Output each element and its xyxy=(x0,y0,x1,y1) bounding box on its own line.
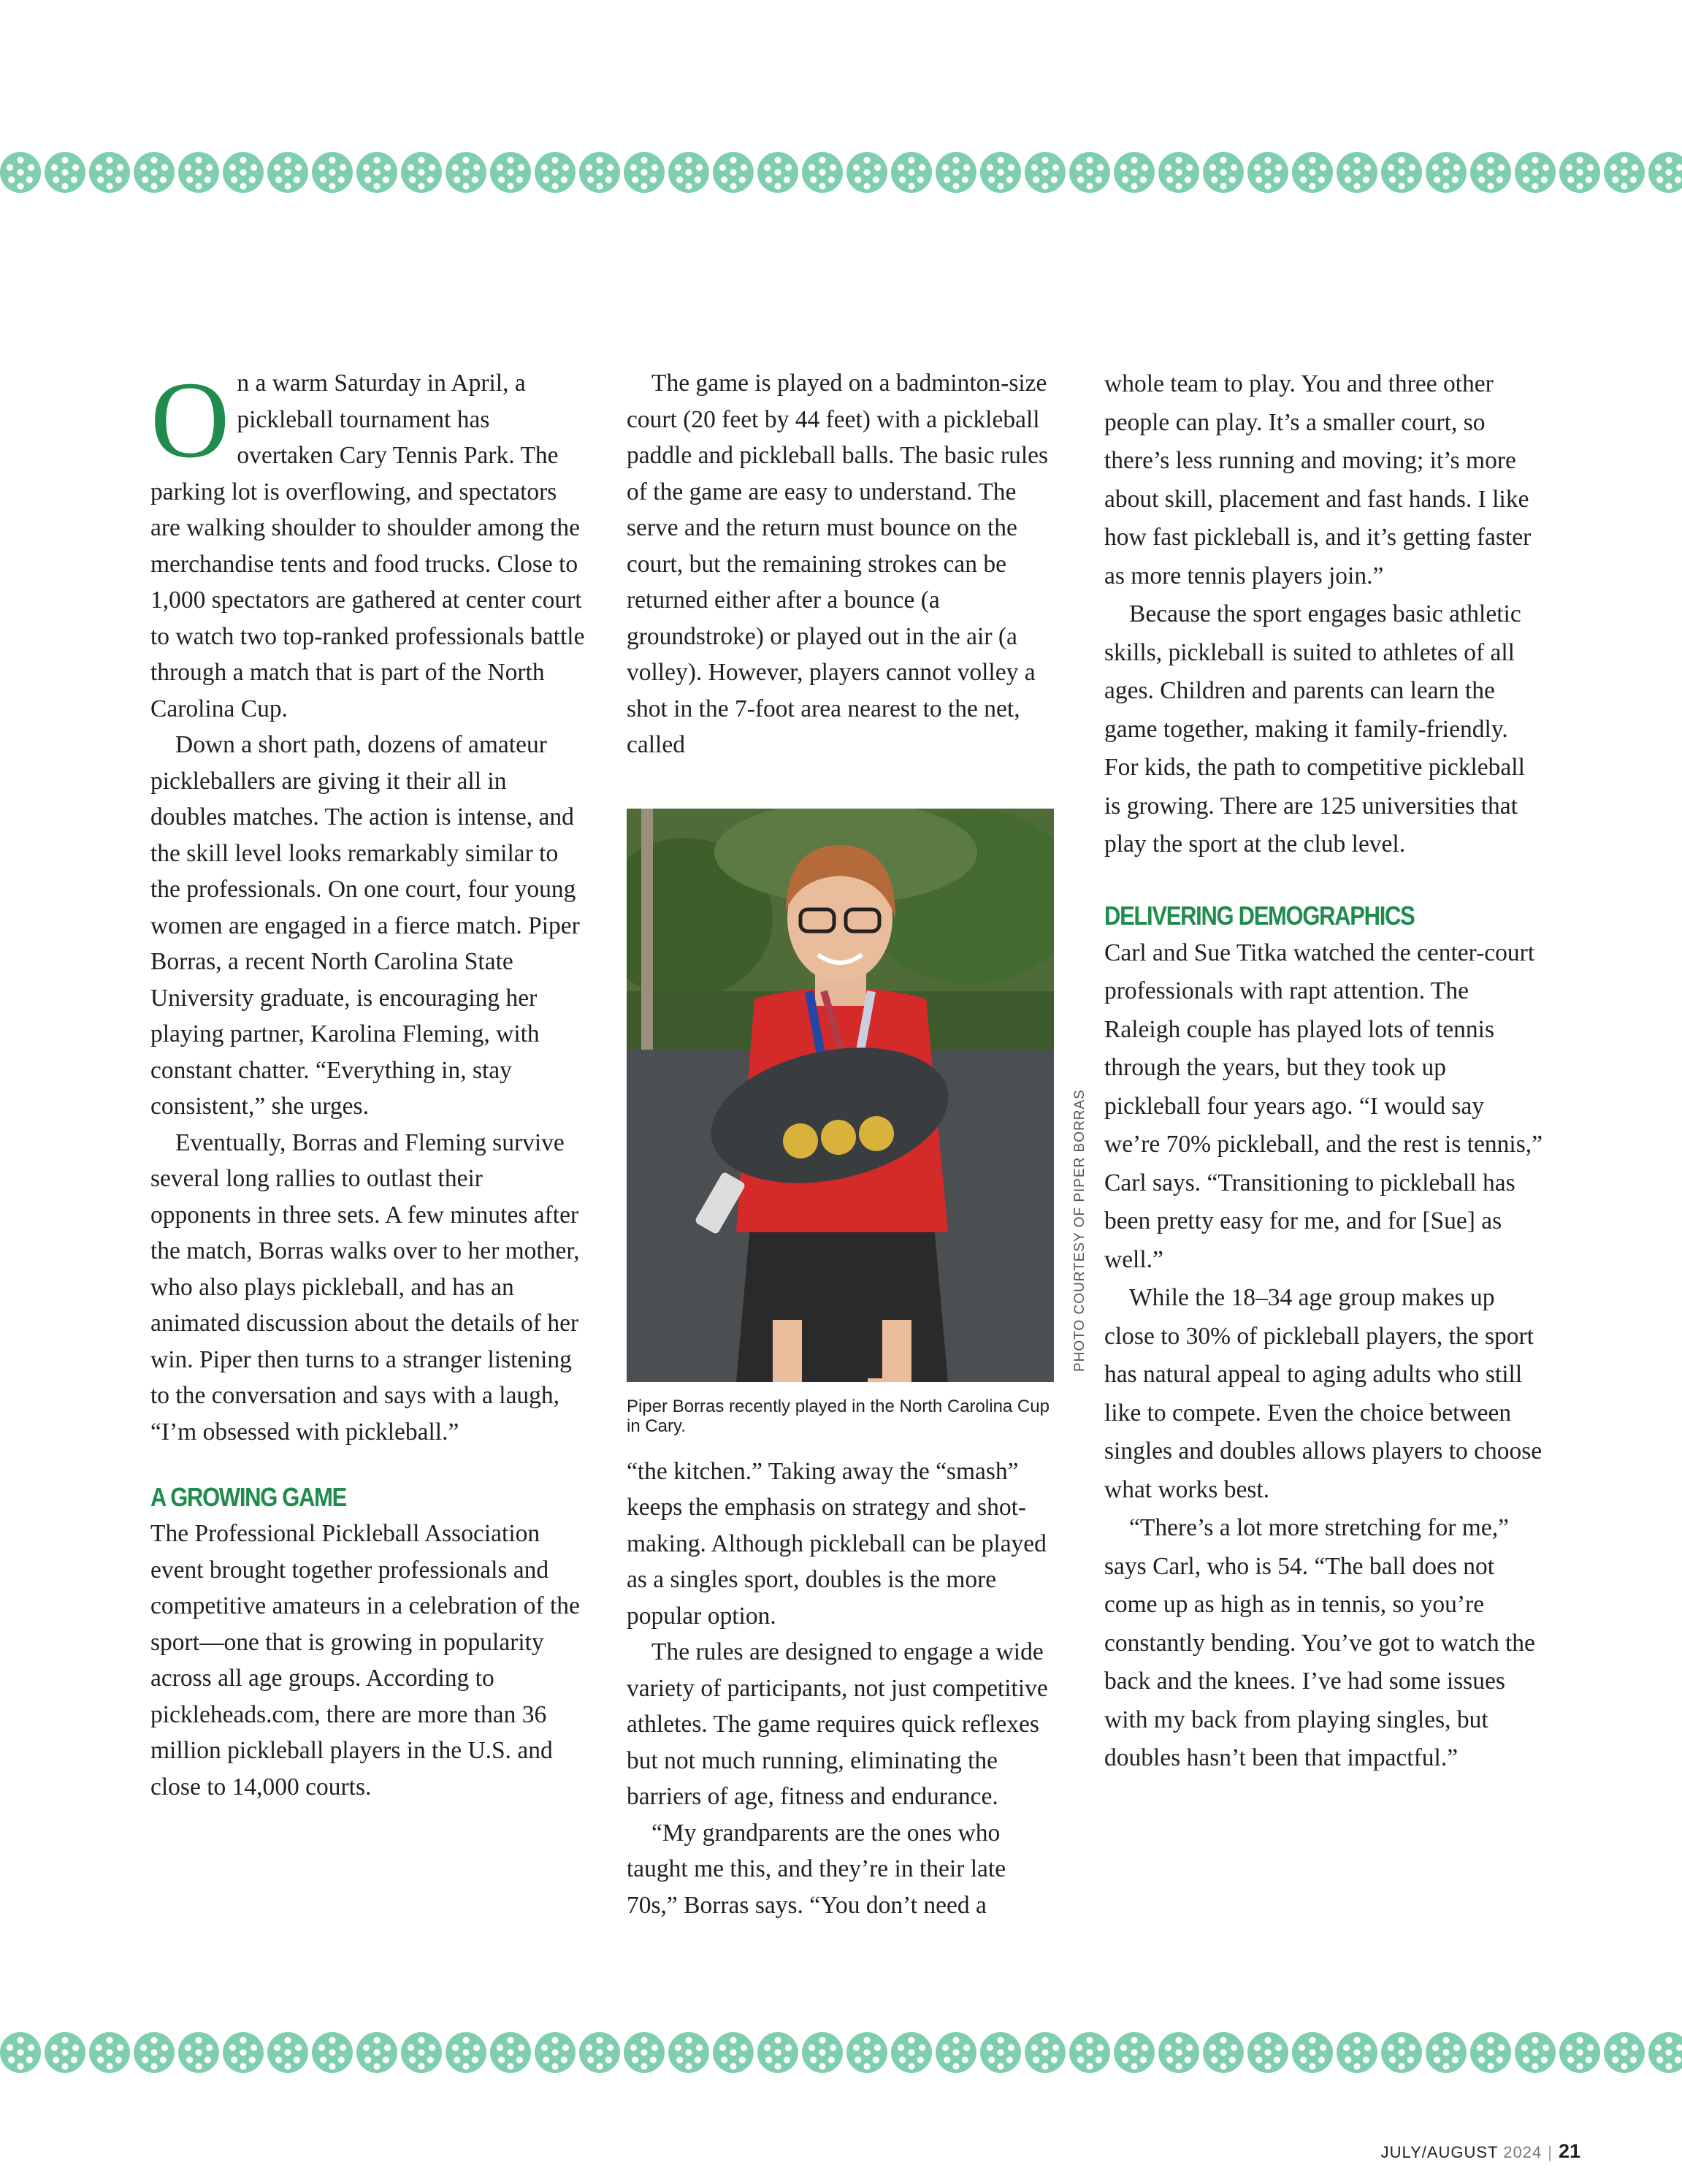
pickleball-icon xyxy=(535,152,576,193)
pickleball-icon xyxy=(312,2032,353,2073)
subhead-delivering-demographics: DELIVERING DEMOGRAPHICS xyxy=(1104,900,1415,931)
pickleball-icon xyxy=(178,152,219,193)
pickleball-icon xyxy=(1025,2032,1066,2073)
body-paragraph: While the 18–34 age group makes up close to 30% of pickleball players, the sport has natural appeal to aging adults who still like to compete. Even the choice between singles and doubles allows players to choose what works best. xyxy=(1104,1284,1543,1503)
article-column-2 xyxy=(627,365,1058,1923)
pickleball-icon xyxy=(535,2032,576,2073)
pickleball-icon xyxy=(1158,2032,1199,2073)
pickleball-icon xyxy=(757,152,798,193)
page-number: 21 xyxy=(1558,2140,1580,2162)
pickleball-icon xyxy=(1381,2032,1422,2073)
pickleball-icon xyxy=(980,152,1021,193)
pickleball-icon xyxy=(267,152,308,193)
pickleball-icon xyxy=(1426,2032,1467,2073)
pickleball-border-top xyxy=(0,152,1682,193)
pickleball-icon xyxy=(1381,152,1422,193)
body-paragraph: The Professional Pickleball Association event brought together professionals and competitive amateurs in a celebration of the sport—one that is growing in popularity across all age groups. According to pickleheads.com, there are more than 36 million pickleball players in the U.S. and close to 14,000 courts. xyxy=(150,1520,580,1801)
pickleball-icon xyxy=(223,2032,264,2073)
pickleball-icon xyxy=(1470,152,1511,193)
photo-caption: Piper Borras recently played in the North Carolina Cup in Cary. xyxy=(627,1396,1050,1436)
pickleball-icon xyxy=(1114,2032,1155,2073)
body-paragraph: Down a short path, dozens of amateur pickleballers are giving it their all in doubles matches. The action is intense, and the skill level looks remarkably similar to the professionals. On one court, four young women are engaged in a fierce match. Piper Borras, a recent North Carolina State University graduate, is encouraging her playing partner, Karolina Fleming, with constant chatter. “Everything in, stay consistent,” she urges. xyxy=(150,731,580,1120)
pickleball-icon xyxy=(45,152,85,193)
pickleball-icon xyxy=(757,2032,798,2073)
body-paragraph: Eventually, Borras and Fleming survive several long rallies to outlast their opponents in three sets. A few minutes after the match, Borras walks over to her mother, who also plays pickleball, and has an animated discussion about the details of her win. Piper then turns to a stranger listening to the conversation and says with a laugh, “I’m obsessed with pickleball.” xyxy=(150,1129,580,1446)
pickleball-icon xyxy=(668,2032,709,2073)
pickleball-icon xyxy=(1158,152,1199,193)
pickleball-icon xyxy=(936,2032,976,2073)
pickleball-icon xyxy=(1069,152,1110,193)
pickleball-icon xyxy=(624,152,665,193)
pickleball-icon xyxy=(668,152,709,193)
pickleball-icon xyxy=(45,2032,85,2073)
pickleball-icon xyxy=(713,2032,754,2073)
pickleball-icon xyxy=(1292,152,1333,193)
pickleball-icon xyxy=(401,152,442,193)
pickleball-icon xyxy=(624,2032,665,2073)
article-column-3 xyxy=(1104,365,1543,1778)
pickleball-icon xyxy=(1247,2032,1288,2073)
pickleball-icon xyxy=(1648,152,1682,193)
pickleball-icon xyxy=(356,152,397,193)
pickleball-icon xyxy=(0,2032,41,2073)
pickleball-icon xyxy=(178,2032,219,2073)
page-folio xyxy=(1381,2140,1580,2163)
pickleball-icon xyxy=(1604,152,1645,193)
issue-year: 2024 xyxy=(1503,2143,1543,2161)
pickleball-icon xyxy=(891,152,932,193)
pickleball-icon xyxy=(802,152,843,193)
body-paragraph: The rules are designed to engage a wide variety of participants, not just competitive athletes. The game requires quick reflexes but not much running, eliminating the barriers of age, fitness and endurance. xyxy=(627,1638,1048,1810)
pickleball-icon xyxy=(802,2032,843,2073)
pickleball-icon xyxy=(0,152,41,193)
pickleball-icon xyxy=(134,2032,175,2073)
pickleball-icon xyxy=(579,152,620,193)
pickleball-icon xyxy=(446,2032,486,2073)
pickleball-icon xyxy=(267,2032,308,2073)
pickleball-icon xyxy=(1559,2032,1600,2073)
pickleball-icon xyxy=(89,152,130,193)
pickleball-icon xyxy=(89,2032,130,2073)
photo-illustration xyxy=(627,809,1054,1382)
drop-cap: O xyxy=(150,359,230,481)
pickleball-icon xyxy=(490,152,531,193)
pickleball-icon xyxy=(1426,152,1467,193)
pickleball-icon xyxy=(1069,2032,1110,2073)
folio-separator: | xyxy=(1548,2143,1553,2161)
pickleball-icon xyxy=(1337,2032,1377,2073)
pickleball-icon xyxy=(1292,2032,1333,2073)
pickleball-icon xyxy=(1515,2032,1556,2073)
subhead-growing-game: A GROWING GAME xyxy=(150,1482,347,1512)
pickleball-icon xyxy=(1648,2032,1682,2073)
pickleball-icon xyxy=(312,152,353,193)
pickleball-icon xyxy=(1515,152,1556,193)
pickleball-icon xyxy=(1203,152,1244,193)
pickleball-icon xyxy=(579,2032,620,2073)
body-paragraph: Carl and Sue Titka watched the center-court professionals with rapt attention. The Raleigh couple has played lots of tennis through the years, but they took up pickleball four years ago. “I would say we’re 70% pickleball, and the rest is tennis,” Carl says. “Transitioning to pickleball has been pretty easy for me, and for [Sue] as well.” xyxy=(1104,939,1543,1273)
pickleball-icon xyxy=(713,152,754,193)
intro-text: n a warm Saturday in April, a pickleball tournament has overtaken Cary Tennis Park. The parking lot is overflowing, and spectators are walking shoulder to shoulder among the merchandise tents and food trucks. Close to 1,000 spectators are gathered at center court to watch two top-ranked professionals battle through a match that is part of the North Carolina Cup. xyxy=(150,370,585,722)
body-paragraph: “the kitchen.” Taking away the “smash” keeps the emphasis on strategy and shot-making. Although pickleball can be played as a singles sport, doubles is the more popular option. xyxy=(627,1457,1047,1630)
article-column-1 xyxy=(150,359,589,1805)
pickleball-icon xyxy=(1559,152,1600,193)
pickleball-icon xyxy=(223,152,264,193)
pickleball-icon xyxy=(1337,152,1377,193)
body-paragraph: “There’s a lot more stretching for me,” says Carl, who is 54. “The ball does not come up as high as in tennis, so you’re constantly bending. You’ve got to watch the back and the knees. I’ve had some issues with my back from playing singles, but doubles hasn’t been that impactful.” xyxy=(1104,1514,1535,1771)
pickleball-icon xyxy=(980,2032,1021,2073)
pickleball-icon xyxy=(1247,152,1288,193)
pickleball-border-bottom xyxy=(0,2032,1682,2073)
pickleball-icon xyxy=(846,152,887,193)
pickleball-icon xyxy=(1025,152,1066,193)
pickleball-icon xyxy=(1604,2032,1645,2073)
pickleball-icon xyxy=(1203,2032,1244,2073)
pickleball-icon xyxy=(891,2032,932,2073)
pickleball-icon xyxy=(846,2032,887,2073)
pickleball-icon xyxy=(446,152,486,193)
intro-paragraph xyxy=(150,359,589,727)
photo-credit: PHOTO COURTESY OF PIPER BORRAS xyxy=(1072,1089,1087,1372)
pickleball-icon xyxy=(936,152,976,193)
body-paragraph: The game is played on a badminton-size court (20 feet by 44 feet) with a pickleball paddle and pickleball balls. The basic rules of the game are easy to understand. The serve and the return must bounce on the court, but the remaining strokes can be returned either after a bounce (a groundstroke) or played out in the air (a volley). However, players cannot volley a shot in the 7-foot area nearest to the net, called xyxy=(627,370,1049,758)
body-paragraph: “My grandparents are the ones who taught me this, and they’re in their late 70s,” Borras says. “You don’t need a xyxy=(627,1819,1006,1919)
pickleball-icon xyxy=(356,2032,397,2073)
issue-month: JULY/AUGUST xyxy=(1380,2143,1499,2161)
photo-piper-borras xyxy=(627,809,1054,1382)
pickleball-icon xyxy=(401,2032,442,2073)
pickleball-icon xyxy=(1470,2032,1511,2073)
pickleball-icon xyxy=(1114,152,1155,193)
pickleball-icon xyxy=(490,2032,531,2073)
body-paragraph: whole team to play. You and three other people can play. It’s a smaller court, so there’s less running and moving; it’s more about skill, placement and fast hands. I like how fast pickleball is, and it’s getting faster as more tennis players join.” xyxy=(1104,370,1532,589)
pickleball-icon xyxy=(134,152,175,193)
body-paragraph: Because the sport engages basic athletic skills, pickleball is suited to athletes of all ages. Children and parents can learn the game together, making it family-friendly. For kids, the path to competitive pickleball is growing. There are 125 universities that play the sport at the club level. xyxy=(1104,600,1525,858)
